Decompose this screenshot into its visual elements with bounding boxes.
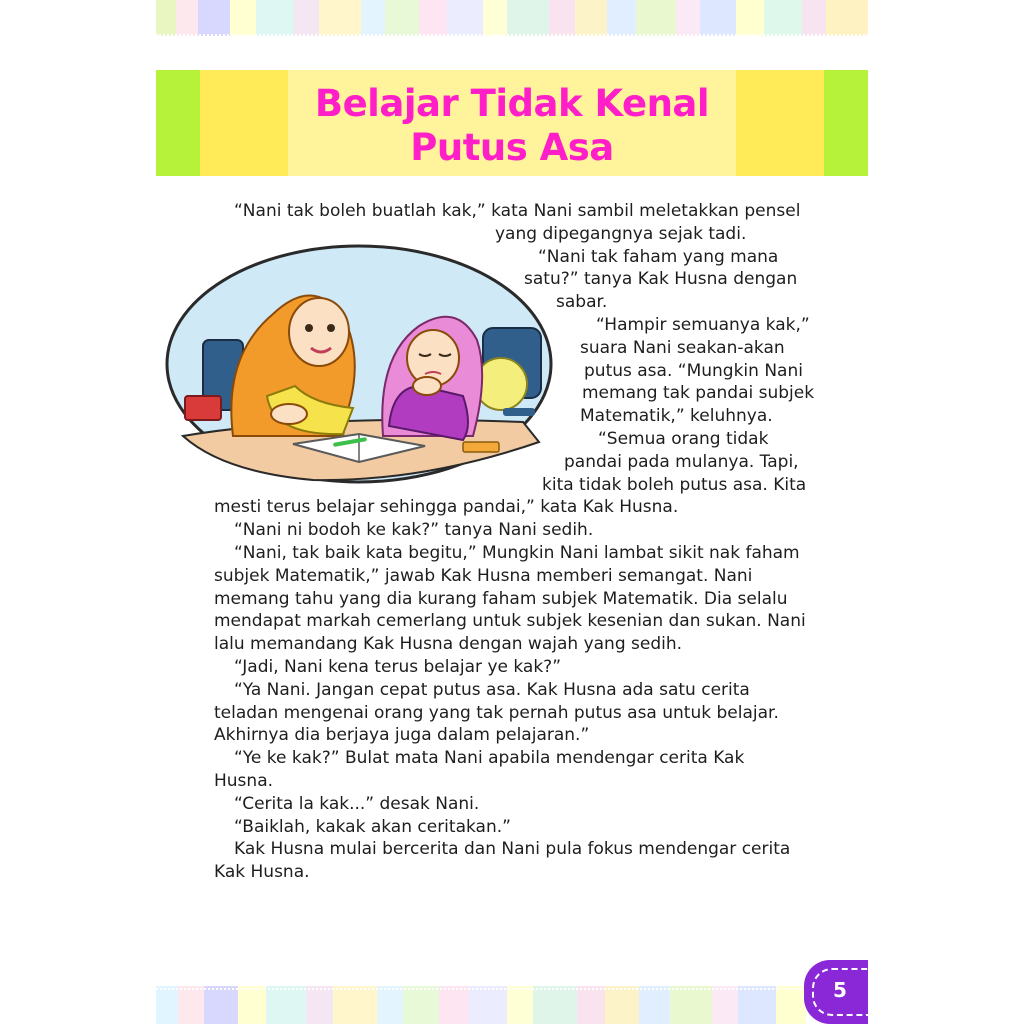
story-line: sabar. [556,292,608,313]
story-line: “Ye ke kak?” Bulat mata Nani apabila mendengar cerita Kak [234,748,745,769]
story-line: mesti terus belajar sehingga pandai,” kata Kak Husna. [214,497,679,518]
page-title [156,82,868,170]
top-stripe-border [156,0,868,36]
story-line: “Semua orang tidak [598,428,769,449]
bottom-stripe-stitch [156,988,806,990]
story-line: “Baiklah, kakak akan ceritakan.” [234,816,511,837]
title-line-1: Belajar Tidak Kenal [314,82,710,125]
story-line: “Nani ni bodoh ke kak?” tanya Nani sedih. [234,520,594,541]
story-line: kita tidak boleh putus asa. Kita [542,474,807,495]
top-stripe-stitch [156,34,868,36]
story-line: Husna. [214,770,274,791]
story-text [214,200,824,884]
story-line: memang tahu yang dia kurang faham subjek Matematik. Dia selalu [214,588,788,609]
story-line: “Nani tak faham yang mana [538,246,779,267]
title-line-2: Putus Asa [410,126,614,169]
story-line: Kak Husna. [214,862,310,883]
story-line: teladan mengenai orang yang tak pernah putus asa untuk belajar. [214,702,779,723]
story-line: subjek Matematik,” jawab Kak Husna memberi semangat. Nani [214,565,753,586]
story-line: “Cerita la kak...” desak Nani. [234,793,480,814]
story-line: Matematik,” keluhnya. [580,406,773,427]
story-line: lalu memandang Kak Husna dengan wajah yang sedih. [214,634,683,655]
story-line: “Hampir semuanya kak,” [596,314,810,335]
story-line: pandai pada mulanya. Tapi, [564,451,799,472]
bottom-stripe-border [156,986,806,1024]
page-number: 5 [833,978,847,1002]
story-line: yang dipegangnya sejak tadi. [495,223,747,244]
story-line: “Ya Nani. Jangan cepat putus asa. Kak Husna ada satu cerita [234,679,750,700]
story-line: “Jadi, Nani kena terus belajar ye kak?” [234,656,562,677]
story-line: Kak Husna mulai bercerita dan Nani pula fokus mendengar cerita [234,839,791,860]
story-line: mendapat markah cemerlang untuk subjek kesenian dan sukan. Nani [214,611,806,632]
story-line: “Nani, tak baik kata begitu,” Mungkin Nani lambat sikit nak faham [234,542,800,563]
story-line: suara Nani seakan-akan [580,337,785,358]
story-line: satu?” tanya Kak Husna dengan [524,269,798,290]
story-line: memang tak pandai subjek [582,383,815,404]
story-line: “Nani tak boleh buatlah kak,” kata Nani sambil meletakkan pensel [234,201,801,221]
story-line: Akhirnya dia berjaya juga dalam pelajaran.” [214,725,590,746]
story-line: putus asa. “Mungkin Nani [584,360,803,381]
